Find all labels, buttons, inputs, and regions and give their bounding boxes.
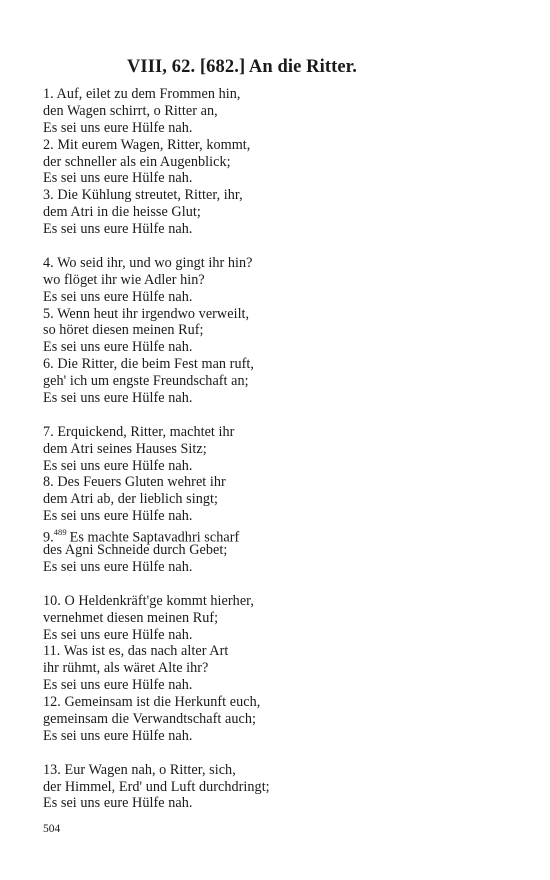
verse-text: Es machte Saptavadhri scharf bbox=[69, 529, 240, 546]
poem-body bbox=[43, 86, 270, 812]
stanza-gap bbox=[43, 238, 270, 255]
verse-number: 9. bbox=[43, 529, 54, 546]
verse-line: 12. Gemeinsam ist die Herkunft euch, bbox=[43, 694, 261, 711]
refrain-line: Es sei uns eure Hülfe nah. bbox=[43, 457, 193, 474]
verse-line: den Wagen schirrt, o Ritter an, bbox=[43, 102, 218, 119]
verse-line-9 bbox=[43, 525, 270, 546]
refrain-line: Es sei uns eure Hülfe nah. bbox=[43, 508, 193, 525]
refrain-line: Es sei uns eure Hülfe nah. bbox=[43, 119, 193, 136]
refrain-line: Es sei uns eure Hülfe nah. bbox=[43, 727, 193, 744]
verse-line: 1. Auf, eilet zu dem Frommen hin, bbox=[43, 86, 241, 102]
verse-line: wo flöget ihr wie Adler hin? bbox=[43, 271, 205, 288]
verse-line: der schneller als ein Augenblick; bbox=[43, 153, 231, 170]
verse-line: 8. Des Feuers Gluten wehret ihr bbox=[43, 474, 226, 491]
verse-line: 7. Erquickend, Ritter, machtet ihr bbox=[43, 423, 235, 440]
verse-line: der Himmel, Erd' und Luft durchdringt; bbox=[43, 778, 270, 795]
refrain-line: Es sei uns eure Hülfe nah. bbox=[43, 288, 193, 305]
page-title: VIII, 62. [682.] An die Ritter. bbox=[126, 57, 358, 77]
verse-line: geh' ich um engste Freundschaft an; bbox=[43, 373, 249, 390]
verse-line: vernehmet diesen meinen Ruf; bbox=[43, 609, 219, 626]
verse-line: dem Atri ab, der lieblich singt; bbox=[43, 491, 218, 508]
refrain-line: Es sei uns eure Hülfe nah. bbox=[43, 390, 193, 407]
verse-line: 5. Wenn heut ihr irgendwo verweilt, bbox=[43, 305, 250, 322]
stanza-gap bbox=[43, 407, 270, 424]
page-number: 504 bbox=[43, 823, 61, 835]
verse-line: dem Atri seines Hauses Sitz; bbox=[43, 440, 207, 457]
refrain-line: Es sei uns eure Hülfe nah. bbox=[43, 558, 193, 575]
verse-line: dem Atri in die heisse Glut; bbox=[43, 204, 201, 221]
stanza-gap bbox=[43, 745, 270, 762]
verse-line: 3. Die Kühlung streutet, Ritter, ihr, bbox=[43, 187, 243, 204]
refrain-line: Es sei uns eure Hülfe nah. bbox=[43, 221, 193, 238]
refrain-line: Es sei uns eure Hülfe nah. bbox=[43, 339, 193, 356]
verse-line: 13. Eur Wagen nah, o Ritter, sich, bbox=[43, 761, 236, 778]
refrain-line: Es sei uns eure Hülfe nah. bbox=[43, 626, 193, 643]
verse-line: 11. Was ist es, das nach alter Art bbox=[43, 643, 229, 660]
verse-line: 2. Mit eurem Wagen, Ritter, kommt, bbox=[43, 136, 251, 153]
verse-line: ihr rühmt, als wäret Alte ihr? bbox=[43, 660, 209, 677]
refrain-line: Es sei uns eure Hülfe nah. bbox=[43, 795, 193, 812]
refrain-line: Es sei uns eure Hülfe nah. bbox=[43, 170, 193, 187]
refrain-line: Es sei uns eure Hülfe nah. bbox=[43, 677, 193, 694]
stanza-gap bbox=[43, 576, 270, 593]
verse-line: 6. Die Ritter, die beim Fest man ruft, bbox=[43, 356, 254, 373]
verse-line: des Agni Schneide durch Gebet; bbox=[43, 542, 228, 559]
verse-line: 4. Wo seid ihr, und wo gingt ihr hin? bbox=[43, 254, 253, 271]
verse-line: so höret diesen meinen Ruf; bbox=[43, 322, 204, 339]
verse-line: 10. O Heldenkräft'ge kommt hierher, bbox=[43, 592, 254, 609]
verse-line: gemeinsam die Verwandtschaft auch; bbox=[43, 710, 256, 727]
footnote-marker: 489 bbox=[53, 527, 67, 538]
